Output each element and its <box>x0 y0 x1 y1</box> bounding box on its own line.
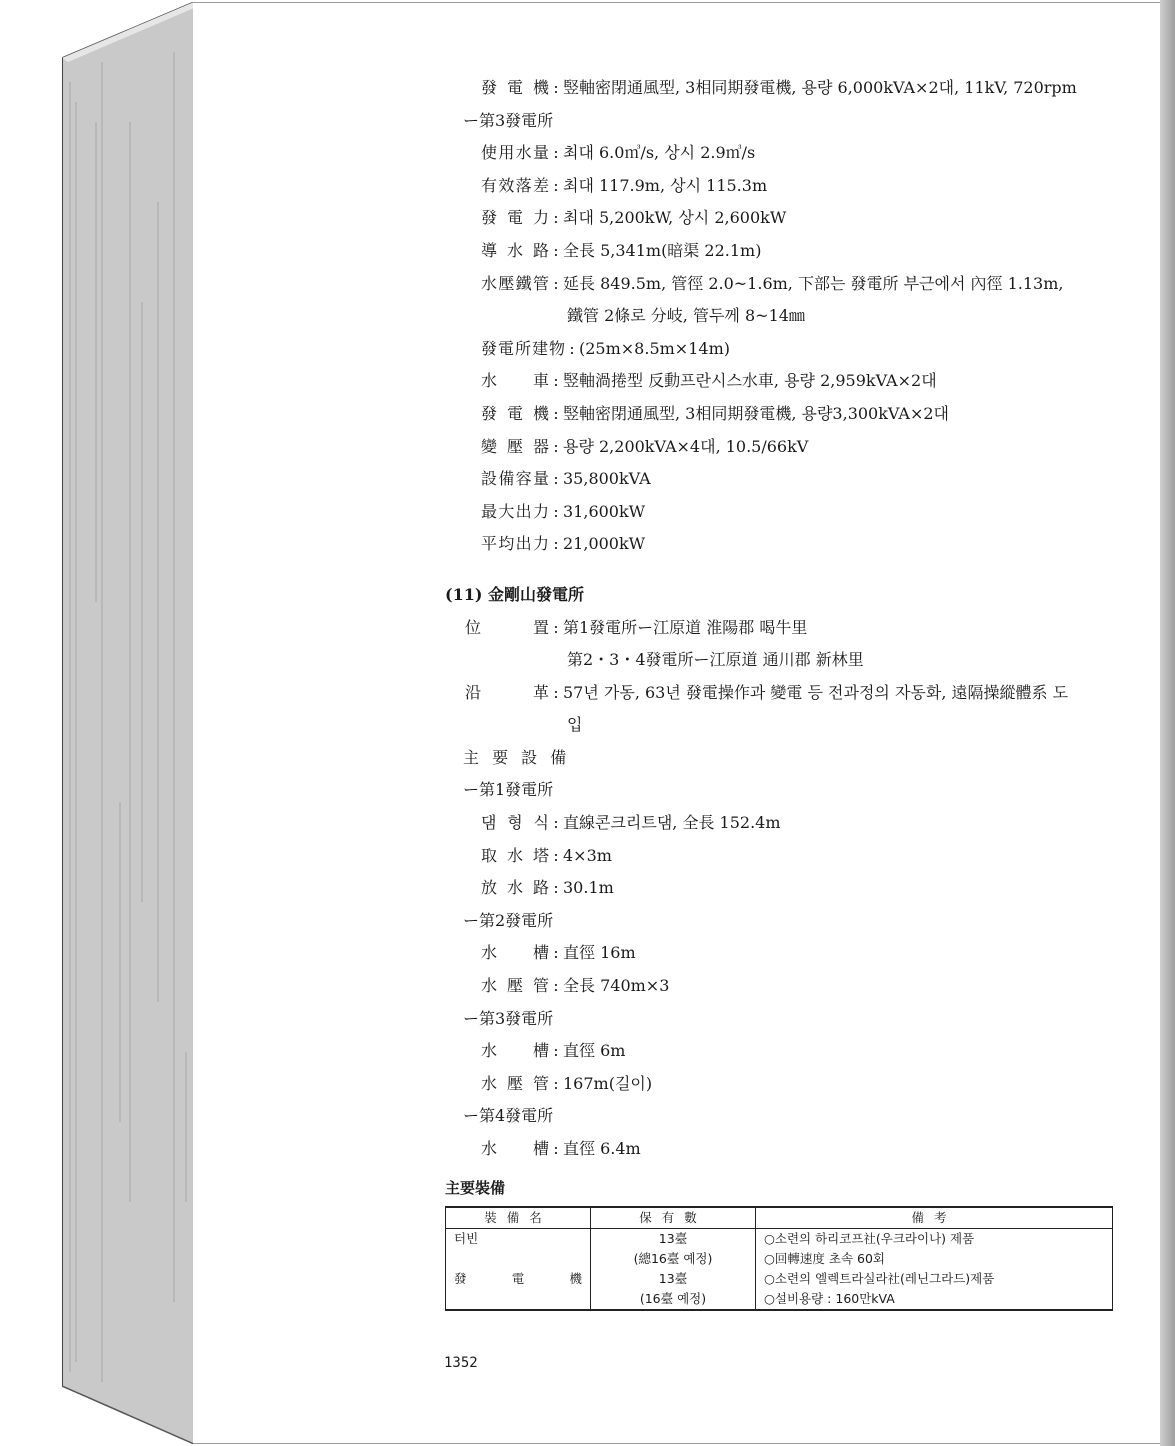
spec-value: 35,800kVA <box>563 469 651 489</box>
spec-value: 竪軸密閉通風型, 3相同期發電機, 용량3,300kVA×2대 <box>563 403 950 423</box>
equipment-count: 13臺 <box>591 1269 756 1289</box>
table-header: 裝備名 <box>446 1207 591 1229</box>
spec-line: 發 電 力 : 최대 5,200kW, 상시 2,600kW <box>445 202 1125 235</box>
spec-label: 水 槽 <box>481 1041 549 1061</box>
spec-line: 平均出力 : 21,000kW <box>445 528 1125 561</box>
spec-line: 水 壓 管 : 167m(길이) <box>445 1068 1125 1101</box>
main-equipment-heading: 主 要 設 備 <box>463 747 571 767</box>
spec-value: 直徑 6.4m <box>563 1139 641 1158</box>
spec-label: 有效落差 <box>481 175 549 195</box>
spec-line: 水 壓 管 : 全長 740m×3 <box>445 970 1125 1003</box>
table-header: 保有數 <box>591 1207 756 1229</box>
spec-line: 最大出力 : 31,600kW <box>445 496 1125 529</box>
history-label: 沿 革 <box>465 682 549 702</box>
page-edge-shadow <box>1160 0 1175 1446</box>
location-continuation: 第2・3・4發電所ー江原道 通川郡 新林里 <box>567 650 864 670</box>
equipment-count-planned: (16臺 예정) <box>591 1289 756 1310</box>
spec-value: 全長 740m×3 <box>563 976 670 996</box>
spec-value: 竪軸密閉通風型, 3相同期發電機, 용량 6,000kVA×2대, 11kV, 720rpm <box>563 78 1077 97</box>
spec-label: 變 壓 器 <box>481 436 549 456</box>
section-title: (11) 金剛山發電所 <box>445 584 584 604</box>
plant-heading: ー第1發電所 <box>463 780 554 800</box>
spec-line: 水 槽 : 直徑 6m <box>445 1035 1125 1068</box>
spec-value: 21,000kW <box>563 534 646 554</box>
spec-label: 水壓鐵管 <box>481 273 549 293</box>
spec-label: 設備容量 <box>481 469 549 489</box>
spec-value: 최대 6.0㎥/s, 상시 2.9㎥/s <box>563 143 756 163</box>
plant-heading: ー第3發電所 <box>463 110 554 130</box>
spec-line: 變 壓 器 : 용량 2,200kVA×4대, 10.5/66kV <box>445 431 1125 464</box>
spec-line: 有效落差 : 최대 117.9m, 상시 115.3m <box>445 170 1125 203</box>
history-value: 57년 가동, 63년 發電操作과 變電 등 전과정의 자동화, 遠隔操縱體系 도 <box>563 682 1069 702</box>
spec-label: 水 槽 <box>481 943 549 963</box>
equipment-count-planned: (總16臺 예정) <box>591 1249 756 1269</box>
equipment-name: 發電機 <box>446 1269 591 1289</box>
location-value: 第1發電所ー江原道 淮陽郡 喝牛里 <box>563 617 808 637</box>
table-header: 備考 <box>756 1207 1113 1229</box>
table-row <box>446 1228 1113 1249</box>
spec-value: 延長 849.5m, 管徑 2.0~1.6m, 下部는 發電所 부근에서 內徑 1.13m, <box>563 273 1064 293</box>
equipment-name: 터빈 <box>446 1228 591 1249</box>
spec-label: 發 電 力 <box>481 208 549 228</box>
spec-continuation: 鐵管 2條로 分岐, 管두께 8~14㎜ <box>567 306 805 326</box>
spec-line: 發 電 機 : 竪軸密閉通風型, 3相同期發電機, 용량 6,000kVA×2대, 11kV, 720rpm <box>445 72 1125 105</box>
spec-label: 水 槽 <box>481 1139 549 1158</box>
history-line: 沿 革 : 57년 가동, 63년 發電操作과 變電 등 전과정의 자동화, 遠隔操縱體系 도 <box>445 677 1125 710</box>
spec-line: 導 水 路 : 全長 5,341m(暗渠 22.1m) <box>445 235 1125 268</box>
spec-label: 發 電 機 <box>481 78 549 97</box>
page-content <box>445 72 1125 1311</box>
spec-label: 水 壓 管 <box>481 1073 549 1093</box>
spec-line: 發 電 機 : 竪軸密閉通風型, 3相同期發電機, 용량3,300kVA×2대 <box>445 398 1125 431</box>
spec-value: 竪軸渦捲型 反動프란시스水車, 용량 2,959kVA×2대 <box>563 371 937 391</box>
spec-line: 設備容量 : 35,800kVA <box>445 463 1125 496</box>
spec-value: 直徑 6m <box>563 1041 626 1061</box>
spec-label: 發 電 機 <box>481 403 549 423</box>
spec-label: 發電所建物 <box>481 338 565 358</box>
spec-label: 取 水 塔 <box>481 845 549 865</box>
spec-label: 댐 형 식 <box>481 813 549 833</box>
spec-value: 直徑 16m <box>563 943 636 963</box>
spec-line: 水 槽 : 直徑 16m <box>445 937 1125 970</box>
spec-line: 取 水 塔 : 4×3m <box>445 840 1125 873</box>
spec-value: 4×3m <box>563 845 612 865</box>
spec-label: 最大出力 <box>481 501 549 521</box>
location-line: 位 置 : 第1發電所ー江原道 淮陽郡 喝牛里 <box>445 612 1125 645</box>
spec-value: (25m×8.5m×14m) <box>579 338 730 358</box>
plant-heading: ー第4發電所 <box>463 1106 554 1126</box>
spec-value: 直線콘크리트댐, 全長 152.4m <box>563 813 781 833</box>
spec-label: 放 水 路 <box>481 878 549 898</box>
equipment-note: ○설비용량 : 160만kVA <box>756 1289 1113 1310</box>
history-continuation: 입 <box>567 715 583 735</box>
spec-label: 平均出力 <box>481 534 549 554</box>
equipment-note: ○소련의 엘렉트라실라社(레닌그라드)제품 <box>756 1269 1113 1289</box>
table-header-row <box>446 1207 1113 1229</box>
spec-value: 167m(길이) <box>563 1073 653 1093</box>
spec-line: 放 水 路 : 30.1m <box>445 872 1125 905</box>
spec-value: 30.1m <box>563 878 614 898</box>
spec-label: 水 壓 管 <box>481 976 549 996</box>
spec-value: 全長 5,341m(暗渠 22.1m) <box>563 240 762 260</box>
spec-value: 용량 2,200kVA×4대, 10.5/66kV <box>563 436 809 456</box>
table-row <box>446 1289 1113 1310</box>
spec-line: 使用水量 : 최대 6.0㎥/s, 상시 2.9㎥/s <box>445 137 1125 170</box>
table-row <box>446 1249 1113 1269</box>
spec-value: 최대 5,200kW, 상시 2,600kW <box>563 208 787 228</box>
spec-line: 水 槽 : 直徑 6.4m <box>445 1133 1125 1166</box>
spec-line: 水 車 : 竪軸渦捲型 反動프란시스水車, 용량 2,959kVA×2대 <box>445 365 1125 398</box>
spec-label: 導 水 路 <box>481 240 549 260</box>
plant-heading: ー第3發電所 <box>463 1008 554 1028</box>
spec-line: 發電所建物 : (25m×8.5m×14m) <box>445 333 1125 366</box>
spec-line: 水壓鐵管 : 延長 849.5m, 管徑 2.0~1.6m, 下部는 發電所 부근에서 內徑 1.13m, <box>445 268 1125 301</box>
equipment-note: ○소련의 하리코프社(우크라이나) 제품 <box>756 1228 1113 1249</box>
plant-heading: ー第2發電所 <box>463 910 554 930</box>
equipment-note: ○回轉速度 초속 60회 <box>756 1249 1113 1269</box>
equipment-table <box>445 1206 1113 1311</box>
spec-value: 최대 117.9m, 상시 115.3m <box>563 175 768 195</box>
table-title: 主要裝備 <box>445 1178 506 1197</box>
table-row <box>446 1269 1113 1289</box>
spec-value: 31,600kW <box>563 501 646 521</box>
equipment-count: 13臺 <box>591 1228 756 1249</box>
spec-line: 댐 형 식 : 直線콘크리트댐, 全長 152.4m <box>445 807 1125 840</box>
spec-label: 水 車 <box>481 371 549 391</box>
location-label: 位 置 <box>465 617 549 637</box>
spec-label: 使用水量 <box>481 143 549 163</box>
book-page-stack <box>62 2 196 1444</box>
page-number: 1352 <box>444 1355 478 1371</box>
